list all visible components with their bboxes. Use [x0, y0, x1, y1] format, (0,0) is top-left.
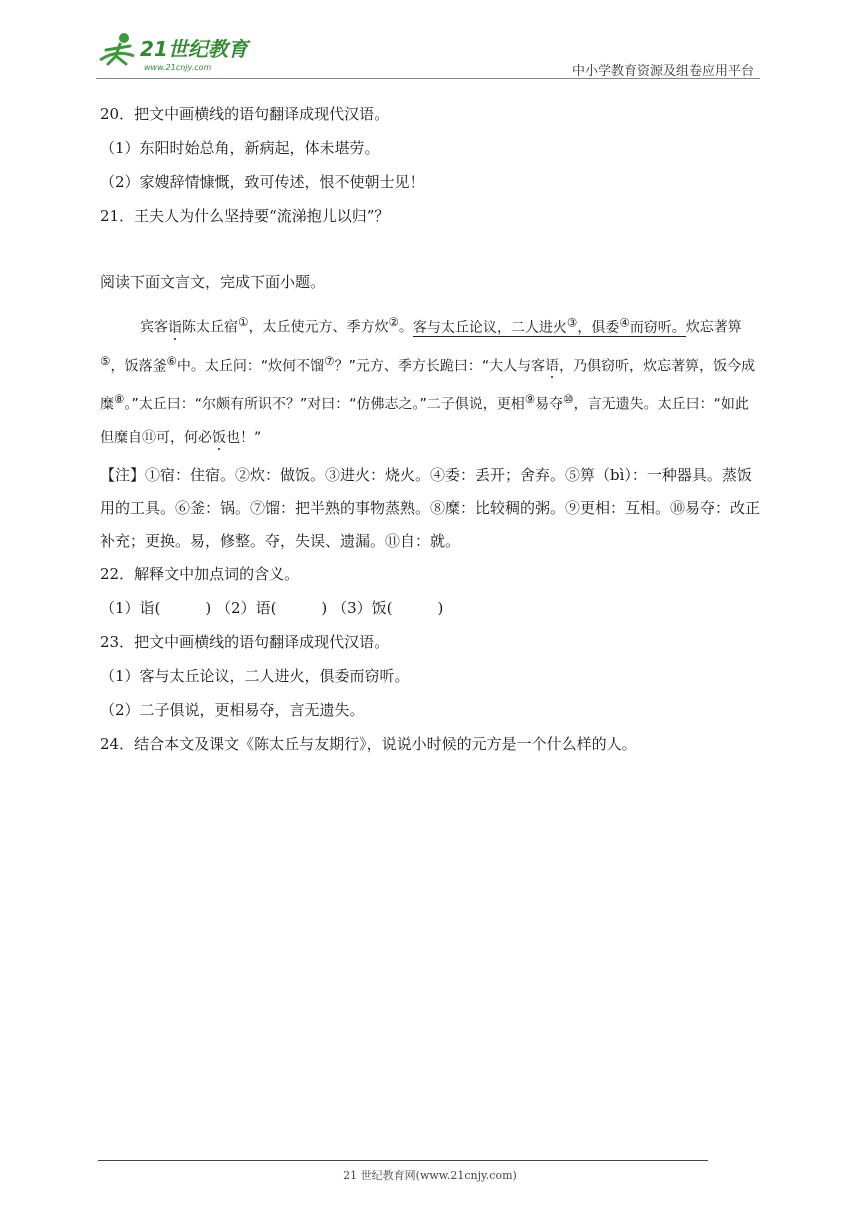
- classical-passage: 宾客诣陈太丘宿①，太丘使元方、季方炊②。客与太丘论议，二人进火③，俱委④而窃听。炊忘著箅⑤，饭落釜⑥中。太丘问：“炊何不馏⑦？”元方、季方长跪曰：“大人与客语，乃俱窃听，炊忘著箅，饭今成糜⑧。”太丘曰：“尔颇有所识不？”对曰：“仿佛志之。”二子俱说，更相⑨易夺⑩，言无遗失。太丘曰：“如此但糜自⑪可，何必饭也！”: [100, 315, 756, 446]
- question-23-item-1: （1）客与太丘论议，二人进火，俱委而窃听。: [100, 666, 410, 685]
- dotted-word-yi: 诣: [168, 319, 182, 336]
- question-20-item-2: （2）家嫂辞情慷慨，致可传述，恨不使朝士见！: [100, 173, 425, 191]
- blank-2[interactable]: （2）语( ): [216, 598, 328, 617]
- blank-3[interactable]: （3）饭( ): [332, 598, 444, 617]
- footer-divider: [98, 1160, 708, 1161]
- logo-url: www.21cnjy.com: [144, 63, 212, 72]
- site-logo: [94, 30, 264, 78]
- blank-1[interactable]: （1）诣( ): [100, 598, 212, 617]
- question-20: 20．把文中画横线的语句翻译成现代汉语。: [100, 105, 390, 123]
- question-23: 23．把文中画横线的语句翻译成现代汉语。: [100, 632, 390, 651]
- question-24: 24．结合本文及课文《陈太丘与友期行》，说说小时候的元方是一个什么样的人。: [100, 734, 637, 753]
- underlined-sentence-1: 客与太丘论议，二人进火③，俱委④而窃听。: [412, 315, 686, 336]
- logo-text: 21世纪教育: [140, 37, 248, 61]
- document-body: [100, 104, 762, 768]
- platform-name: 中小学教育资源及组卷应用平台: [571, 64, 754, 79]
- question-22-blanks: [100, 598, 762, 632]
- header-divider: [96, 78, 760, 79]
- footer-text[interactable]: 21 世纪教育网(www.21cnjy.com): [343, 1169, 517, 1182]
- question-21: 21．王夫人为什么坚持要“流涕抱儿以归”？: [100, 207, 390, 225]
- dotted-word-yu: 语: [545, 358, 560, 375]
- question-20-item-1: （1）东阳时始总角，新病起，体未堪劳。: [100, 139, 380, 157]
- dotted-word-fan: 饭: [212, 429, 226, 446]
- question-23-item-2: （2）二子俱说，更相易夺，言无遗失。: [100, 700, 365, 719]
- question-22: 22．解释文中加点词的含义。: [100, 564, 300, 583]
- reading-intro: 阅读下面文言文，完成下面小题。: [100, 273, 326, 291]
- passage-notes: 【注】①宿：住宿。②炊：做饭。③进火：烧火。④委：丢开；舍弃。⑤箅（bì）：一种器具。蒸饭用的工具。⑥釜：锅。⑦馏：把半熟的事物蒸熟。⑧糜：比较稠的粥。⑨更相：互相。⑩易夺：改正补充；更换。易，修整。夺，失误、遗漏。⑪自：就。: [100, 465, 761, 550]
